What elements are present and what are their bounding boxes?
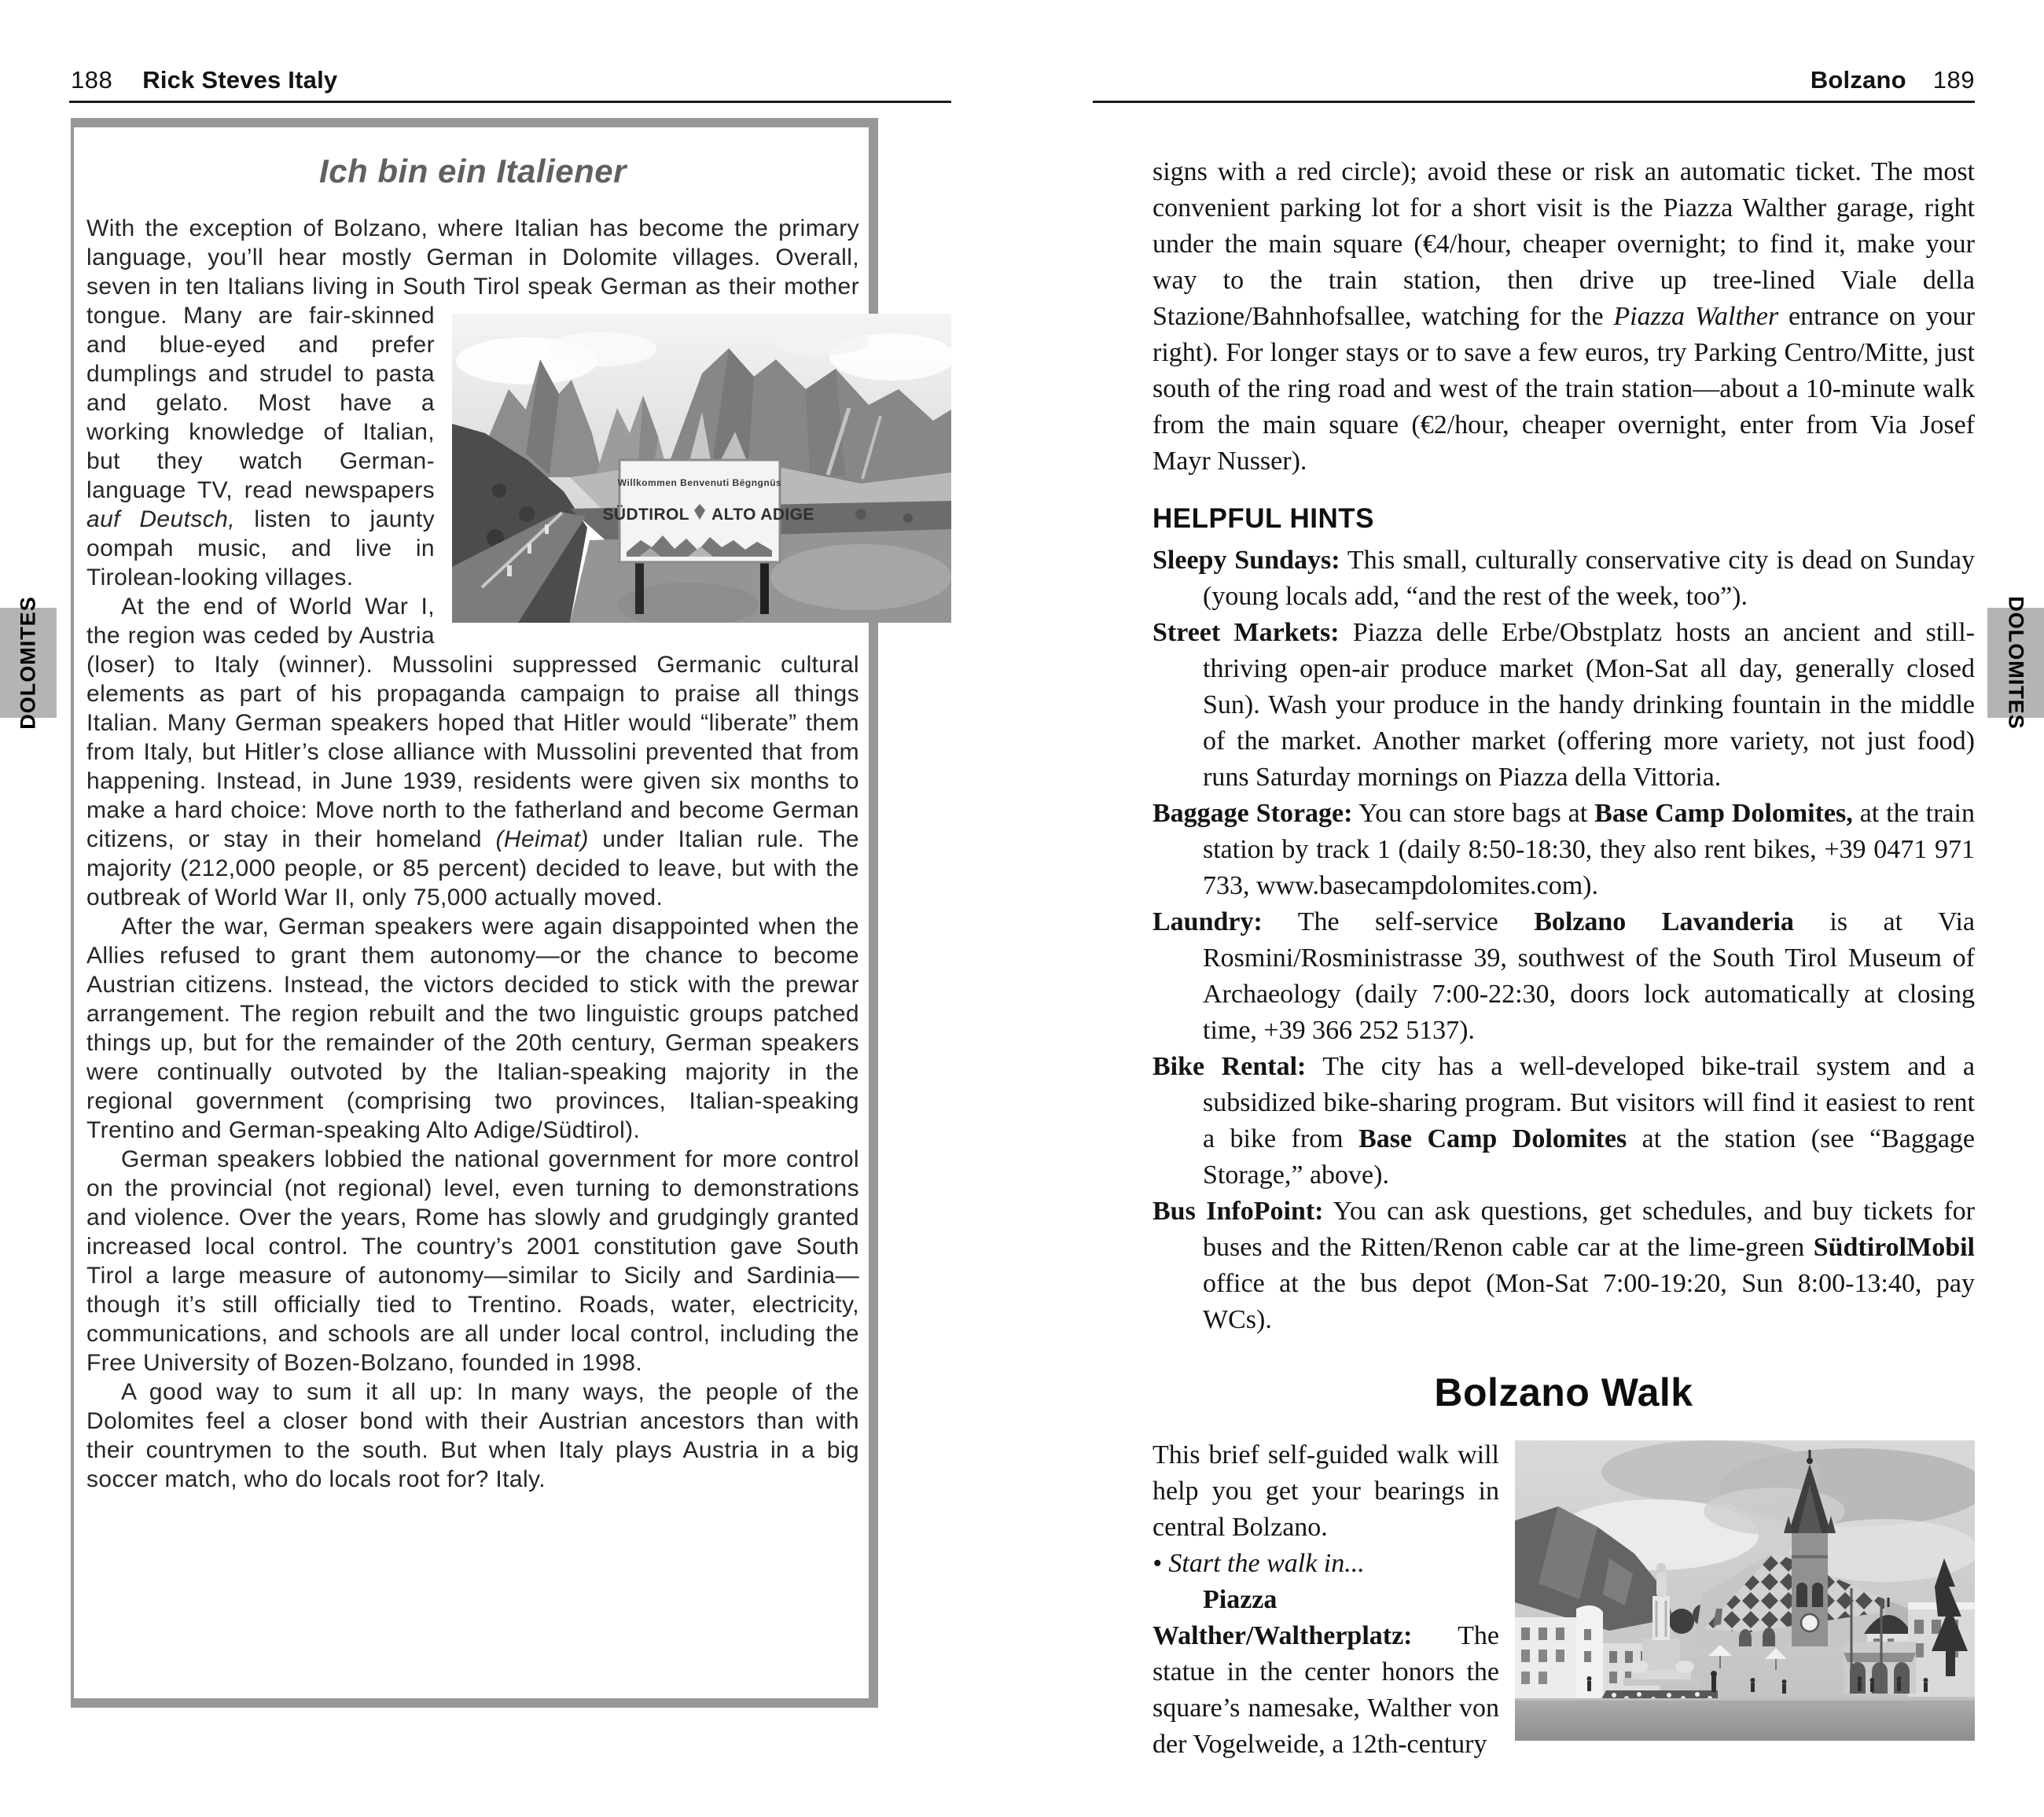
hint-label: Sleepy Sundays: [1153,546,1340,575]
page-header-right [1811,66,1975,94]
sign-welcome-text: Willkommen Benvenuti Bëgngnüs [617,477,782,488]
hint-baggage-storage [1153,796,1975,904]
piazza-walther-photo [1515,1440,1975,1741]
helpful-hints-heading: HELPFUL HINTS [1153,503,1374,534]
header-rule-left [69,101,951,103]
book-title: Rick Steves Italy [142,66,338,94]
hint-bike-rental [1153,1049,1975,1194]
walk-stop-label: Piazza Walther/Waltherplatz: [1153,1585,1413,1650]
bolzano-walk-section [1153,1437,1975,1763]
walk-bullet-text: • Start the walk in... [1153,1549,1365,1578]
hint-text: You can ask questions, get schedules, and buy tickets for buses and the Ritten/Renon cable car at the lime-green SüdtirolMobil office at the bus depot (Mon-Sat 7:00-19:20, Sun 8:00-13:40, pay WCs). [1203,1197,1975,1334]
parking-paragraph: signs with a red circle); avoid these or risk an automatic ticket. The most convenient parking lot for a short visit is the Piazza Walther garage, right under the main square (€4/hour, cheaper overnight; to find it, make your way to the train station, then drive up tree-lined Viale della Stazione/Bahnhofsallee, watching for the Piazza Walther entrance on your right). For longer stays or to save a few euros, try Parking Centro/Mitte, just south of the ring road and west of the train station—about a 10-minute walk from the main square (€2/hour, cheaper overnight, enter from Via Josef Mayr Nusser). [1153,157,1975,476]
hint-label: Bike Rental: [1153,1052,1307,1081]
hint-text: You can store bags at Base Camp Dolomites, at the train station by track 1 (daily 8:50-18:30, they also rent bikes, +39 0471 971 733, www.basecampdolomites.com). [1203,799,1975,900]
box-paragraph-2: At the end of World War I, the region was ceded by Austria (loser) to Italy (winner). Mussolini suppressed Germanic cultural elements as part of his propaganda campaign to praise all things Italian. Many German speakers hoped that Hitler would “liberate” them from Italy, but Hitler’s close alliance with Mussolini prevented that from happening. Instead, in June 1939, residents were given six months to make a hard choice: Move north to the fatherland and become German citizens, or stay in their homeland (Heimat) under Italian rule. The majority (212,000 people, or 85 percent) decided to leave, but with the outbreak of World War II, only 75,000 actually moved. [86,594,860,910]
page-number-left: 188 [71,66,113,94]
sidebar-box-title: Ich bin ein Italiener [319,153,627,189]
hint-text: The self-service Bolzano Lavanderia is at Via Rosmini/Rosministrasse 39, southwest of the South Tirol Museum of Archaeology (daily 7:00-22:30, doors lock automatically at closing time, +39 366 252 5137). [1203,907,1975,1045]
box-paragraph-5: A good way to sum it all up: In many ways, the people of the Dolomites feel a closer bond with their Austrian ancestors than with their countrymen to the south. But when Italy plays Austria in a big soccer match, who do locals root for? Italy. [86,1379,859,1492]
hint-text: This small, culturally conservative city is dead on Sunday (young locals add, “and the rest of the week, too”). [1203,546,1976,611]
sidebar-tab-right [1987,596,2044,730]
walk-stop-text: The statue in the center honors the square’s namesake, Walther von der Vogelweide, a 12th-century [1153,1621,1499,1759]
sign-name-right: ALTO ADIGE [711,506,814,524]
box-paragraph-4: German speakers lobbied the national government for more control on the provincial (not regional) level, even turning to demonstrations and violence. Over the years, Rome has slowly and grudgingly granted increased local control. The country’s 2001 constitution gave South Tirol a large measure of autonomy—similar to Sicily and Sardinia—though it’s still officially tied to Trentino. Roads, water, electricity, communications, and schools are all under local control, including the Free University of Bozen-Bolzano, founded in 1998. [86,1146,859,1376]
hint-label: Baggage Storage: [1153,799,1353,828]
header-rule-right [1093,101,1975,103]
sign-name-left: SÜDTIROL [602,506,689,524]
hint-laundry [1153,904,1975,1049]
hint-street-markets [1153,615,1975,796]
sidebar-tab-left [0,596,57,730]
page-number-right: 189 [1932,66,1975,94]
hint-label: Street Markets: [1153,618,1340,647]
hint-sleepy-sundays [1153,543,1975,615]
section-title: Bolzano [1810,66,1906,94]
box-paragraph-1b: German as their mother tongue. Many are fair-skinned and blue-eyed and prefer dumplings and strudel to pasta and gelato. Most have a working knowledge of Italian, but they watch German-language TV, read newspapers auf Deutsch, listen to jaunty oompah music, and live in Tirolean-looking villages. [86,274,859,590]
page-header-left [71,66,337,94]
sidebar-tab-right-label: DOLOMITES [2004,596,2028,730]
sudtirol-sign-photo [452,314,951,623]
bolzano-walk-heading: Bolzano Walk [1434,1370,1693,1414]
box-paragraph-1 [86,214,859,592]
hint-text: Piazza delle Erbe/Obstplatz hosts an ancient and still-thriving open-air produce market (Mon-Sat all day, generally closed Sun). Wash your produce in the handy drinking fountain in the middle of the market. Another market (offering more variety, not just food) runs Saturday mornings on Piazza della Vittoria. [1203,618,1975,792]
sidebar-box [71,118,878,1708]
box-paragraph-1a: With the exception of Bolzano, where Italian has become the primary language, you’ll hear mostly German in Dolomite villages. Overall, seven in ten Italians living in South Tirol speak [86,215,859,300]
hint-bus-infopoint [1153,1194,1975,1338]
hint-label: Laundry: [1153,907,1263,936]
right-page-column [1153,154,1975,1763]
sidebar-tab-left-label: DOLOMITES [16,596,40,730]
hint-text: The city has a well-developed bike-trail system and a subsidized bike-sharing program. But visitors will find it easiest to rent a bike from Base Camp Dolomites at the station (see “Baggage Storage,” above). [1203,1052,1976,1190]
box-paragraph-3: After the war, German speakers were again disappointed when the Allies refused to grant them autonomy—or the chance to become Austrian citizens. Instead, the victors decided to stick with the prewar arrangement. The region rebuilt and the two linguistic groups patched things up, but for the remainder of the 20th century, German speakers were continually outvoted by the Italian-speaking majority in the regional government (comprising two provinces, Italian-speaking Trentino and German-speaking Alto Adige/Südtirol). [86,914,859,1143]
walk-intro: This brief self-guided walk will help you get your bearings in central Bolzano. [1153,1440,1499,1542]
hint-label: Bus InfoPoint: [1153,1197,1324,1226]
